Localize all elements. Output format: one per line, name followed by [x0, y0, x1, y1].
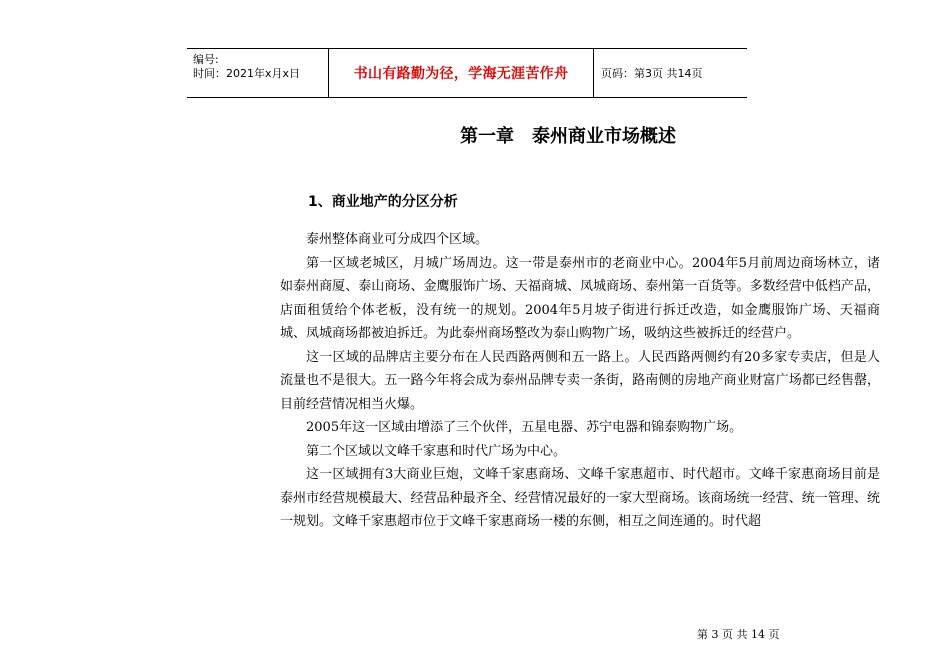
header-left-cell	[187, 49, 329, 97]
document-number-label: 编号:	[193, 53, 219, 66]
paragraph: 第一区域老城区，月城广场周边。这一带是泰州市的老商业中心。2004年5月前周边商场林立，诸如泰州商厦、泰山商场、金鹰服饰广场、天福商城、凤城商场、泰州第一百货等。多数经营中低档产品，店面租赁给个体老板，没有统一的规划。2004年5月坡子街进行拆迁改造，如金鹰服饰广场、天福商城、凤城商场都被迫拆迁。为此泰州商场整改为泰山购物广场，吸纳这些被拆迁的经营户。	[280, 255, 880, 341]
page-footer: 第 3 页 共 14 页	[697, 628, 780, 641]
paragraph: 这一区域的品牌店主要分布在人民西路两侧和五一路上。人民西路两侧约有20多家专卖店，但是人流量也不是很大。五一路今年将会成为泰州品牌专卖一条街，路南侧的房地产商业财富广场都已经售罄，目前经营情况相当火爆。	[280, 349, 880, 412]
paragraph: 2005年这一区域由增添了三个伙伴，五星电器、苏宁电器和锦泰购物广场。	[306, 420, 743, 435]
paragraph: 第二个区域以文峰千家惠和时代广场为中心。	[306, 443, 567, 459]
paragraph: 这一区域拥有3大商业巨炮，文峰千家惠商场、文峰千家惠超市、时代超市。文峰千家惠商场目前是泰州市经营规模最大、经营品种最齐全、经营情况最好的一家大型商场。该商场统一经营、统一管理、统一规划。文峰千家惠超市位于文峰千家惠商场一楼的东侧，相互之间连通的。时代超	[280, 467, 880, 529]
chapter-title: 第一章 泰州商业市场概述	[460, 126, 676, 147]
document-header	[187, 48, 747, 98]
header-motto: 书山有路勤为径，学海无涯苦作舟	[353, 66, 569, 82]
header-middle-cell	[329, 49, 594, 97]
page-code: 页码：第3页 共14页	[601, 67, 703, 80]
section-title: 1、商业地产的分区分析	[308, 194, 458, 210]
body-text	[280, 228, 880, 534]
paragraph: 泰州整体商业可分成四个区域。	[306, 232, 489, 247]
document-date: 时间：2021年x月x日	[193, 67, 301, 80]
header-right-cell	[594, 49, 747, 97]
